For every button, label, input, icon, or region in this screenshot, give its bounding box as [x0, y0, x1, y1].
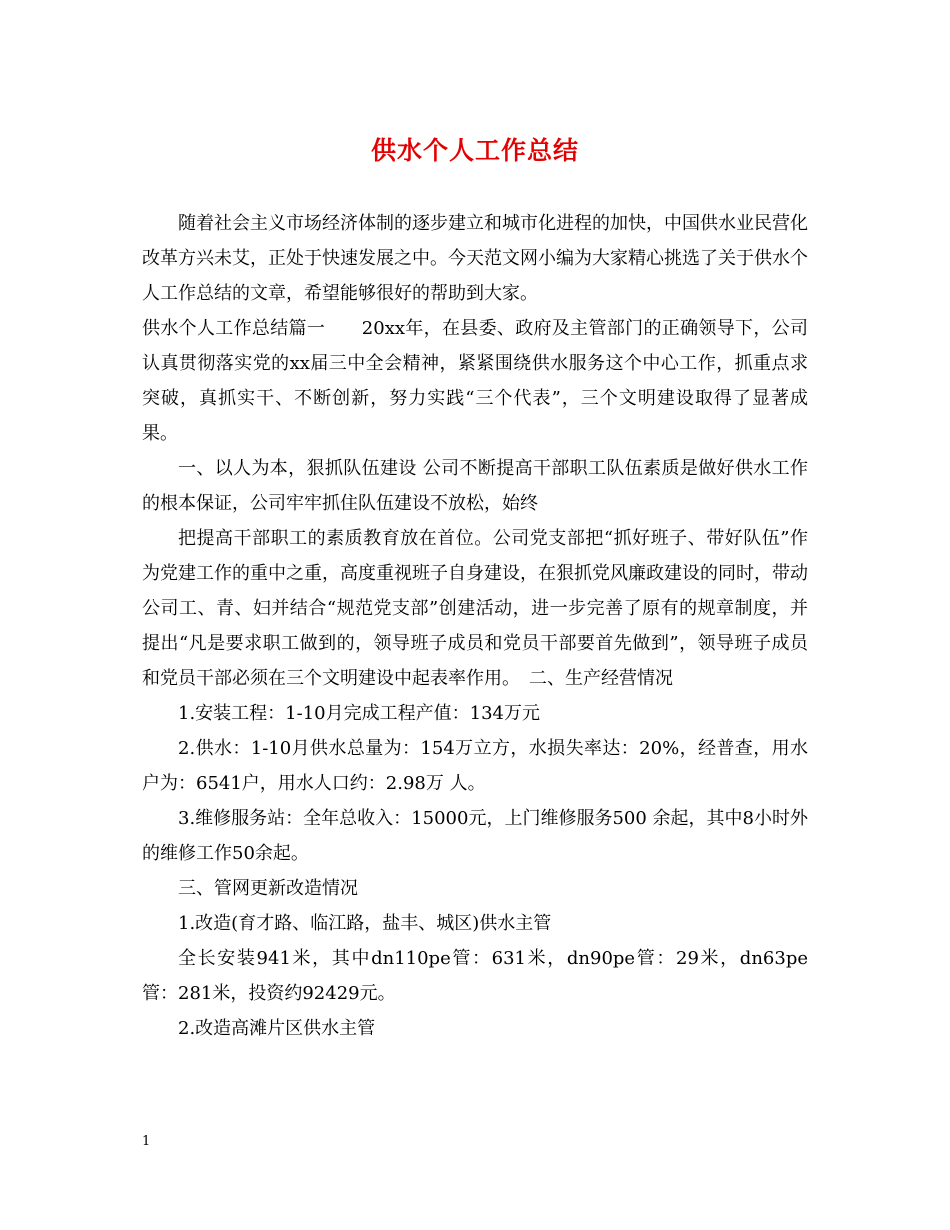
- document-body: [142, 206, 808, 1046]
- paragraph-intro: 随着社会主义市场经济体制的逐步建立和城市化进程的加快，中国供水业民营化改革方兴未艾，正处于快速发展之中。今天范文网小编为大家精心挑选了关于供水个人工作总结的文章，希望能够很好的帮助到大家。: [142, 213, 808, 304]
- paragraph-water-supply: 2.供水：1-10月供水总量为：154万立方，水损失率达：20%，经普查，用水户为：6541户，用水人口约：2.98万 人。: [142, 738, 808, 794]
- paragraph-renovation-two: 2.改造高滩片区供水主管: [178, 1018, 376, 1039]
- page-number: 1: [142, 1134, 151, 1149]
- paragraph-part-one-heading: 供水个人工作总结篇一 20xx年，在县委、政府及主管部门的正确领导下，公司认真贯彻落实党的xx届三中全会精神，紧紧围绕供水服务这个中心工作，抓重点求突破，真抓实干、不断创新，努力实践“三个代表”，三个文明建设取得了显著成果。: [142, 318, 808, 444]
- paragraph-renovation-one: 1.改造(育才路、临江路，盐丰、城区)供水主管: [178, 913, 552, 934]
- document-title: 供水个人工作总结: [370, 136, 579, 165]
- paragraph-section-three-heading: 三、管网更新改造情况: [178, 878, 358, 899]
- paragraph-pipe-details: 全长安装941米，其中dn110pe管：631米，dn90pe管：29米，dn63pe管：281米，投资约92429元。: [142, 948, 808, 1004]
- paragraph-section-one-continued: 把提高干部职工的素质教育放在首位。公司党支部把“抓好班子、带好队伍”作为党建工作的重中之重，高度重视班子自身建设，在狠抓党风廉政建设的同时，带动公司工、青、妇并结合“规范党支部”创建活动，进一步完善了原有的规章制度，并提出“凡是要求职工做到的，领导班子成员和党员干部要首先做到”，领导班子成员和党员干部必须在三个文明建设中起表率作用。 二、生产经营情况: [142, 528, 808, 689]
- paragraph-installation: 1.安装工程：1-10月完成工程产值：134万元: [178, 703, 540, 724]
- paragraph-repair-service: 3.维修服务站：全年总收入：15000元，上门维修服务500 余起，其中8小时外的维修工作50余起。: [142, 808, 808, 864]
- paragraph-section-one: 一、以人为本，狠抓队伍建设 公司不断提高干部职工队伍素质是做好供水工作的根本保证，公司牢牢抓住队伍建设不放松，始终: [142, 458, 808, 514]
